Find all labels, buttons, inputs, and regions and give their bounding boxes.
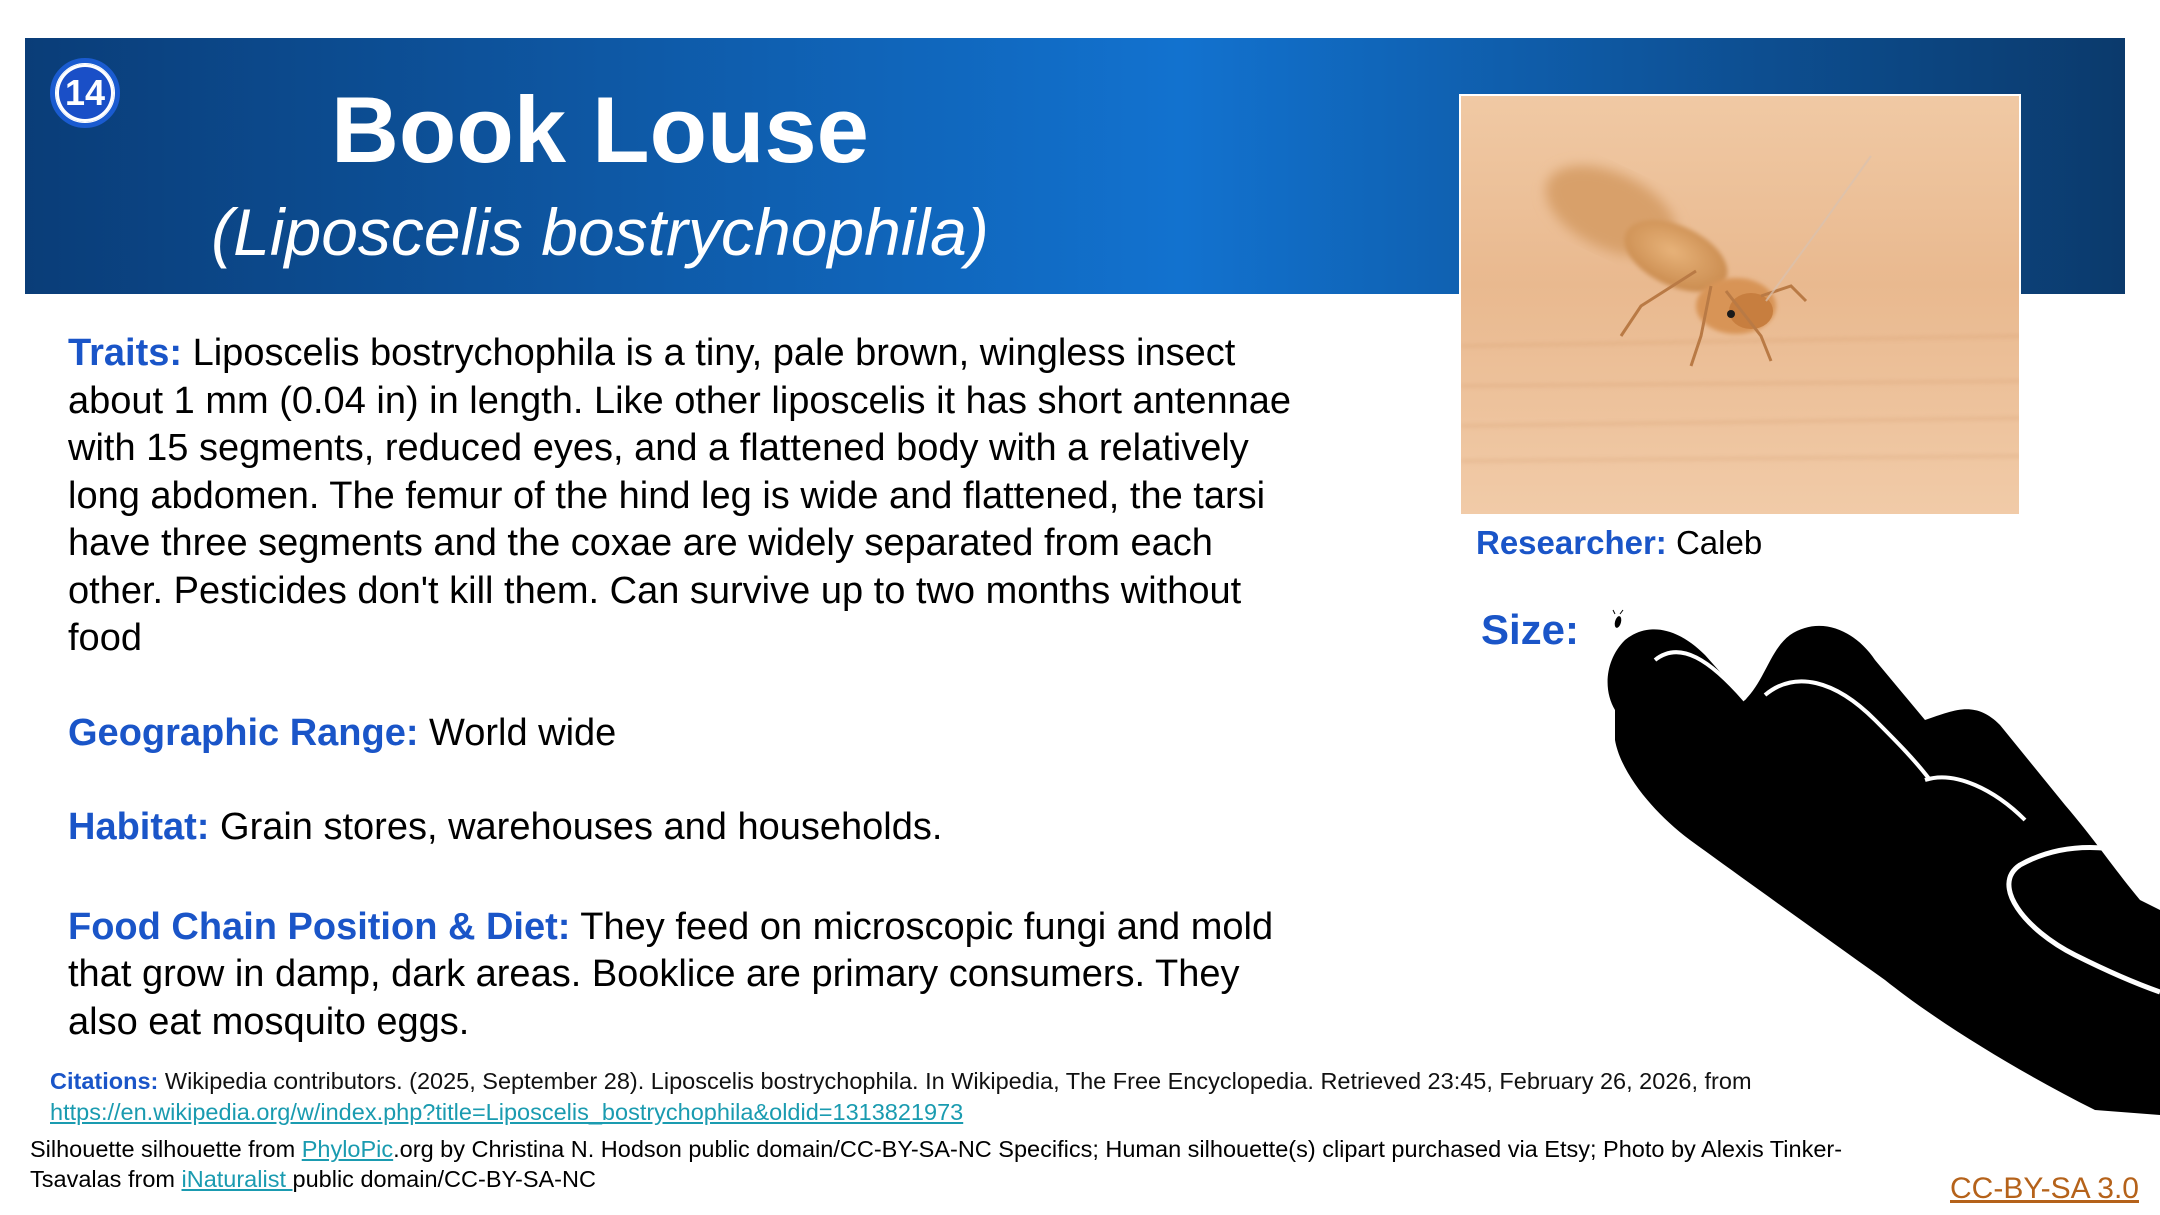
- researcher-name: Caleb: [1666, 524, 1763, 561]
- credits-text-3: public domain/CC-BY-SA-NC: [292, 1166, 596, 1192]
- image-credits: [30, 1134, 1860, 1194]
- researcher-label: Researcher:: [1476, 524, 1667, 561]
- specimen-photo: [1459, 94, 2021, 516]
- page-title: Book Louse: [331, 77, 869, 182]
- number-badge-icon: [50, 58, 120, 128]
- researcher: [1476, 522, 1762, 564]
- credits-text-2: .org by Christina N. Hodson public domain/CC-BY-SA-NC Specifics; Human silhouette(s) clipart purchased via Etsy; Photo by Alexis Tinker-Tsavalas from: [30, 1136, 1843, 1192]
- traits-text: Liposcelis bostrychophila is a tiny, pale brown, wingless insect about 1 mm (0.04 in) in length. Like other liposcelis it has short antennae with 15 segments, reduced eyes, and a flattened body with a relatively long abdomen. The femur of the hind leg is wide and flattened, the tarsi have three segments and the coxae are widely separated from each other. Pesticides don't kill them. Can survive up to two months without food: [68, 332, 1292, 659]
- range-text: World wide: [418, 711, 617, 754]
- phylopic-link[interactable]: PhyloPic: [301, 1136, 394, 1162]
- species-description: [68, 330, 1318, 1046]
- citation-link[interactable]: https://en.wikipedia.org/w/index.php?title=Liposcelis_bostrychophila&oldid=1313821973: [50, 1099, 964, 1125]
- traits-label: Traits:: [68, 332, 183, 374]
- citations-text: Wikipedia contributors. (2025, September 28). Liposcelis bostrychophila. In Wikipedia, The Free Encyclopedia. Retrieved 23:45, February 26, 2026, from: [158, 1068, 1752, 1094]
- habitat-paragraph: [68, 804, 1318, 852]
- range-label: Geographic Range:: [68, 711, 419, 754]
- inaturalist-link[interactable]: iNaturalist: [181, 1166, 293, 1192]
- citations-label: Citations:: [50, 1068, 159, 1094]
- scientific-name: (Liposcelis bostrychophila): [211, 195, 989, 269]
- hand-silhouette-icon: [1595, 600, 2160, 1115]
- credits-text-1: Silhouette silhouette from: [30, 1136, 302, 1162]
- insect-silhouette-icon: [1613, 610, 1623, 629]
- license-link[interactable]: CC-BY-SA 3.0: [1950, 1172, 2139, 1205]
- habitat-label: Habitat:: [68, 806, 210, 848]
- diet-label: Food Chain Position & Diet:: [68, 905, 571, 948]
- badge-number: 14: [56, 64, 114, 122]
- traits-paragraph: [68, 330, 1318, 663]
- habitat-text: Grain stores, warehouses and households.: [209, 806, 943, 848]
- range-paragraph: [68, 710, 1318, 758]
- citations: [50, 1066, 1910, 1128]
- diet-text: They feed on microscopic fungi and mold that grow in damp, dark areas. Booklice are primary consumers. They also eat mosquito eggs.: [68, 905, 1274, 1043]
- size-label: Size:: [1481, 606, 1580, 653]
- diet-paragraph: [68, 904, 1318, 1047]
